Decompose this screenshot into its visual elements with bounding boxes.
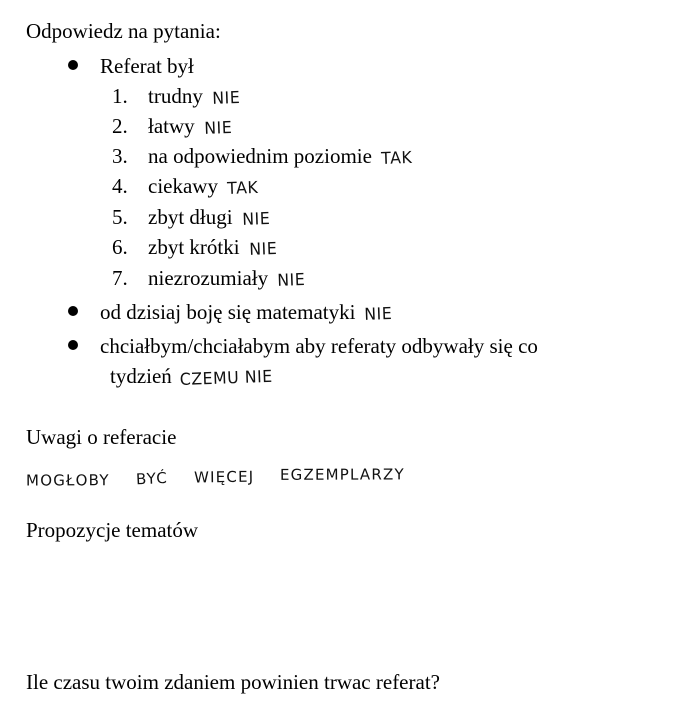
list-item-number: 4. xyxy=(112,174,128,198)
handwritten-answer: TAK xyxy=(226,177,259,199)
list-item-label-line2: tydzień xyxy=(110,364,172,388)
handwritten-word: EGZEMPLARZY xyxy=(279,465,405,484)
list-item xyxy=(112,266,305,290)
list-item-number: 3. xyxy=(112,144,128,168)
list-item-number: 2. xyxy=(112,114,128,138)
handwritten-answer: NIE xyxy=(203,117,233,139)
handwritten-answer: TAK xyxy=(380,147,413,169)
list-item-label: od dzisiaj boję się matematyki xyxy=(100,300,356,324)
list-item xyxy=(112,144,412,168)
list-item-number: 5. xyxy=(112,205,128,229)
handwritten-answer: NIE xyxy=(364,303,394,325)
list-item-label: chciałbym/chciałabym aby referaty odbywały się co xyxy=(100,334,538,358)
list-item xyxy=(112,205,269,229)
list-item-label: na odpowiednim poziomie xyxy=(148,144,372,168)
list-item-label: zbyt krótki xyxy=(148,235,240,259)
list-item-number: 1. xyxy=(112,84,128,108)
handwritten-answer: NIE xyxy=(248,238,278,260)
handwritten-word: WIĘCEJ xyxy=(193,467,254,487)
page-title: Odpowiedz na pytania: xyxy=(26,19,221,43)
handwritten-answer: NIE xyxy=(241,208,271,230)
list-item-label: niezrozumiały xyxy=(148,266,269,290)
list-item-number: 7. xyxy=(112,266,128,290)
list-item-continuation xyxy=(110,364,273,390)
list-item-matematyka xyxy=(68,300,392,324)
list-item-label: ciekawy xyxy=(148,174,218,198)
handwritten-word: BYĆ xyxy=(135,468,168,489)
handwritten-answer: NIE xyxy=(277,269,306,291)
list-item-label: zbyt długi xyxy=(148,205,233,229)
list-item-number: 6. xyxy=(112,235,128,259)
list-item xyxy=(112,114,231,138)
handwritten-answer: CZEMU NIE xyxy=(179,366,273,390)
list-item-referat-byl xyxy=(68,54,194,78)
section-title-uwagi: Uwagi o referacie xyxy=(26,425,177,449)
section-title-ile-czasu: Ile czasu twoim zdaniem powinien trwac referat? xyxy=(26,670,440,694)
handwritten-note-uwagi xyxy=(26,464,431,490)
bullet-icon xyxy=(68,340,78,350)
list-item-label: łatwy xyxy=(148,114,195,138)
list-item-label: Referat był xyxy=(100,54,194,78)
bullet-icon xyxy=(68,60,78,70)
list-item-label: trudny xyxy=(148,84,203,108)
handwritten-answer: NIE xyxy=(211,87,241,109)
bullet-icon xyxy=(68,306,78,316)
list-item xyxy=(112,84,239,108)
list-item-referaty-co-tydzien xyxy=(68,334,538,358)
list-item xyxy=(112,174,258,198)
list-item xyxy=(112,235,276,259)
section-title-propozycje: Propozycje tematów xyxy=(26,518,199,542)
handwritten-word: MOGŁOBY xyxy=(26,471,110,490)
